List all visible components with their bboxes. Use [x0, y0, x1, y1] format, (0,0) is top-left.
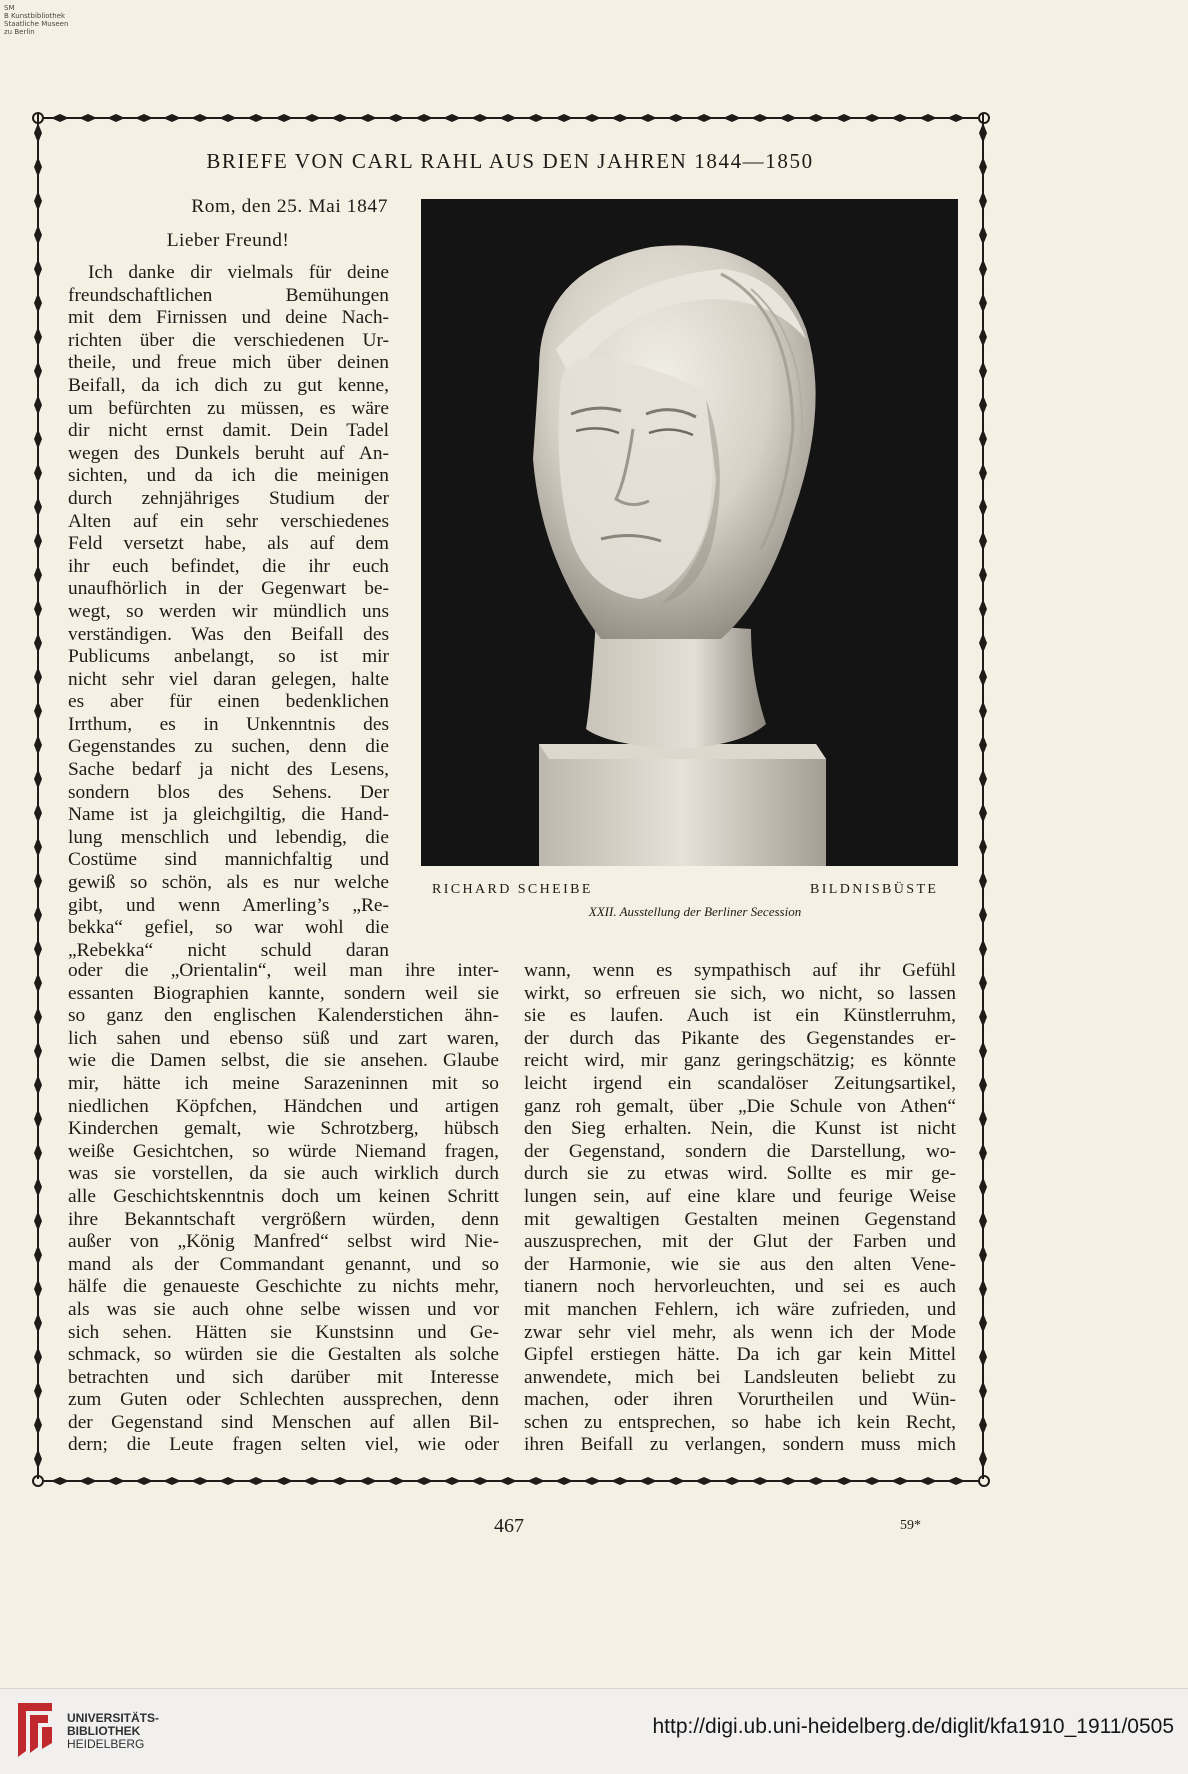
ornament-mark [387, 1477, 405, 1485]
text-line: hälfe die genaueste Geschichte zu nichts mehr, [68, 1276, 499, 1298]
ornament-mark [34, 1177, 42, 1197]
text-column-left-top [68, 262, 389, 962]
text-line: zum Guten oder Schlechten aussprechen, denn [68, 1389, 499, 1411]
ornament-mark [979, 701, 987, 721]
ornament-mark [979, 1007, 987, 1027]
ornament-mark [979, 1075, 987, 1095]
ornament-mark [891, 1477, 909, 1485]
signature-mark: 59* [900, 1518, 921, 1533]
ornament-mark [979, 769, 987, 789]
text-line: niedlichen Köpfchen, Händchen und artigen [68, 1095, 499, 1117]
library-stamp [4, 4, 68, 36]
ornament-mark [807, 1477, 825, 1485]
ornament-mark [34, 395, 42, 415]
text-line: es aber für einen bedenklichen [68, 691, 389, 713]
ornament-mark [979, 157, 987, 177]
ornament-mark [499, 1477, 517, 1485]
ornament-mark [979, 293, 987, 313]
text-line: sie es laufen. Auch ist ein Künstlerruhm, [524, 1005, 956, 1027]
text-line: nicht sehr viel daran gelegen, halte [68, 668, 389, 690]
ornament-mark [979, 1449, 987, 1469]
ornament-mark [275, 114, 293, 122]
text-line: sondern blos des Sehens. Der [68, 781, 389, 803]
text-line: Beifall, da ich dich zu gut kenne, [68, 374, 389, 396]
ornament-mark [34, 871, 42, 891]
text-line: Gipfel erstiegen hätte. Da ich gar kein Mittel [524, 1344, 956, 1366]
ornament-mark [34, 429, 42, 449]
ornament-mark [443, 114, 461, 122]
ornament-mark [34, 1449, 42, 1469]
text-line: unaufhörlich in der Gegenwart be- [68, 578, 389, 600]
ornament-border-bottom [30, 1471, 992, 1491]
text-line: den Sieg erhalten. Nein, die Kunst ist nicht [524, 1118, 956, 1140]
text-line: wirkt, so erfreuen sie sich, wo nicht, so lassen [524, 982, 956, 1004]
ornament-mark [979, 1313, 987, 1333]
text-line: auszusprechen, mit der Glut der Farben und [524, 1231, 956, 1253]
ornament-mark [34, 157, 42, 177]
ornament-mark [979, 973, 987, 993]
text-line: mit gewaltigen Gestalten meinen Gegenstand [524, 1208, 956, 1230]
text-line: wegen des Dunkels beruht auf An- [68, 442, 389, 464]
ornament-mark [979, 633, 987, 653]
ornament-mark [639, 114, 657, 122]
ornament-mark [34, 1143, 42, 1163]
text-line: ihre Bekanntschaft vergrößern würden, denn [68, 1208, 499, 1230]
ornament-mark [34, 667, 42, 687]
ornament-mark [79, 114, 97, 122]
ornament-mark [919, 114, 937, 122]
ornament-mark [611, 1477, 629, 1485]
ornament-mark [979, 1381, 987, 1401]
article-title: BRIEFE VON CARL RAHL AUS DEN JAHREN 1844—1850 [206, 149, 814, 173]
ornament-mark [891, 114, 909, 122]
stamp-line: B Kunstbibliothek [4, 12, 66, 20]
text-line: Ich danke dir vielmals für deine [88, 262, 389, 283]
ornament-mark [107, 1477, 125, 1485]
ornament-mark [34, 599, 42, 619]
text-column-left-bottom [68, 960, 499, 1457]
viewer-footer [0, 1688, 1188, 1774]
text-line: mand als der Commandant genannt, und so [68, 1253, 499, 1275]
ornament-mark [219, 1477, 237, 1485]
ornament-mark [979, 667, 987, 687]
ornament-border-right [973, 113, 993, 1479]
text-line: richten über die verschiedenen Ur- [68, 329, 389, 351]
ornament-mark [34, 1381, 42, 1401]
text-line: der durch das Pikante des Gegenstandes er- [524, 1027, 956, 1049]
ornament-mark [667, 1477, 685, 1485]
ornament-mark [415, 114, 433, 122]
ornament-mark [51, 114, 69, 122]
ornament-mark [359, 1477, 377, 1485]
ornament-mark [979, 803, 987, 823]
ornament-mark [34, 497, 42, 517]
ornament-mark [34, 1007, 42, 1027]
ornament-mark [979, 1143, 987, 1163]
ornament-mark [79, 1477, 97, 1485]
ornament-mark [979, 395, 987, 415]
ornament-mark [779, 1477, 797, 1485]
ornament-mark [34, 1347, 42, 1367]
library-name [67, 1712, 159, 1751]
text-line: Sache bedarf ja nicht des Lesens, [68, 759, 389, 781]
ornament-mark [979, 531, 987, 551]
ornament-mark [979, 191, 987, 211]
ornament-mark [979, 1177, 987, 1197]
text-line: Gegenstandes zu suchen, denn die [68, 736, 389, 758]
ornament-mark [979, 939, 987, 959]
ornament-mark [34, 327, 42, 347]
ornament-mark [527, 1477, 545, 1485]
text-line: wie die Damen selbst, die sie ansehen. Glaube [68, 1050, 499, 1072]
text-line: anwendete, mich bei Landsleuten beliebt zu [524, 1366, 956, 1388]
portrait-bust-photo [421, 199, 958, 866]
library-name-line: HEIDELBERG [67, 1737, 145, 1751]
text-line: weiße Gesichtchen, so würde Niemand fragen, [68, 1140, 499, 1162]
text-line: Name ist ja gleichgiltig, die Hand- [68, 804, 389, 826]
ornament-mark [695, 1477, 713, 1485]
ornament-mark [527, 114, 545, 122]
text-line: der Gegenstand, sondern die Darstellung, wo- [524, 1140, 956, 1162]
text-line: dir nicht ernst damit. Dein Tadel [68, 420, 389, 442]
ornament-mark [583, 1477, 601, 1485]
ornament-mark [303, 114, 321, 122]
ornament-mark [34, 123, 42, 143]
text-line: oder die „Orientalin“, weil man ihre inter- [68, 960, 499, 981]
ornament-border-top [30, 108, 992, 128]
ornament-mark [471, 114, 489, 122]
ornament-mark [34, 259, 42, 279]
ornament-mark [863, 114, 881, 122]
text-line: betrachten und sich darüber mit Interesse [68, 1366, 499, 1388]
ornament-mark [34, 1415, 42, 1435]
permalink-url[interactable]: http://digi.ub.uni-heidelberg.de/diglit/kfa1910_1911/0505 [652, 1715, 1174, 1738]
ornament-mark [751, 1477, 769, 1485]
ornament-mark [863, 1477, 881, 1485]
ornament-mark [107, 114, 125, 122]
ornament-mark [247, 1477, 265, 1485]
ornament-mark [979, 429, 987, 449]
text-line: machen, oder ihren Vorurtheilen und Wün- [524, 1389, 956, 1411]
ornament-mark [979, 837, 987, 857]
text-line: lich sahen und ebenso süß und zart waren, [68, 1027, 499, 1049]
ornament-mark [639, 1477, 657, 1485]
text-line: Costüme sind mannichfaltig und [68, 849, 389, 871]
text-line: mir, hätte ich meine Sarazeninnen mit so [68, 1072, 499, 1094]
text-line: leicht irgend ein scandalöser Zeitungsartikel, [524, 1072, 956, 1094]
text-column-right [524, 960, 956, 1457]
ornament-mark [34, 1109, 42, 1129]
text-line: Publicums anbelangt, so ist mir [68, 646, 389, 668]
ornament-mark [835, 114, 853, 122]
ornament-mark [163, 1477, 181, 1485]
text-line: ihr euch befindet, die ihr euch [68, 555, 389, 577]
ornament-mark [979, 1109, 987, 1129]
ornament-mark [499, 114, 517, 122]
ornament-mark [303, 1477, 321, 1485]
ornament-mark [34, 837, 42, 857]
text-line: essanten Biographien kannte, sondern weil sie [68, 982, 499, 1004]
text-line: der Gegenstand sind Menschen auf allen Bil- [68, 1411, 499, 1433]
ornament-mark [34, 973, 42, 993]
text-line: alle Geschichtskenntnis doch um keinen Schritt [68, 1185, 499, 1207]
page-number: 467 [494, 1515, 524, 1537]
text-line: gewiß so schön, als es nur welche [68, 872, 389, 894]
text-line: schen zu entsprechen, so habe ich kein Recht, [524, 1411, 956, 1433]
text-line: Kinderchen gemalt, wie Schrotzberg, hübsch [68, 1118, 499, 1140]
ornament-mark [331, 1477, 349, 1485]
ornament-mark [919, 1477, 937, 1485]
ornament-mark [979, 1415, 987, 1435]
ornament-mark [191, 1477, 209, 1485]
ornament-mark [471, 1477, 489, 1485]
text-line: Alten auf ein sehr verschiedenes [68, 510, 389, 532]
ornament-mark [34, 1211, 42, 1231]
text-line: bekka“ gefiel, so war wohl die [68, 917, 389, 939]
ornament-mark [723, 1477, 741, 1485]
ornament-mark [34, 361, 42, 381]
stamp-line: zu Berlin [4, 28, 35, 36]
ornament-mark [34, 1245, 42, 1265]
ornament-mark [751, 114, 769, 122]
stamp-line: Staatliche Museen [4, 20, 69, 28]
ornament-border-left [28, 113, 48, 1479]
ornament-mark [219, 114, 237, 122]
ornament-mark [34, 803, 42, 823]
figure-caption-artist: RICHARD SCHEIBE [432, 882, 593, 897]
ornament-mark [275, 1477, 293, 1485]
ornament-mark [979, 327, 987, 347]
bust-illustration [421, 199, 958, 866]
text-line: wegt, so werden wir mündlich uns [68, 600, 389, 622]
ornament-mark [135, 1477, 153, 1485]
letter-salutation: Lieber Freund! [166, 230, 290, 251]
text-line: „Rebekka“ nicht schuld daran [68, 939, 389, 961]
ornament-mark [979, 1279, 987, 1299]
ornament-mark [947, 1477, 965, 1485]
ornament-mark [135, 114, 153, 122]
text-line: Irrthum, es in Unkenntnis des [68, 713, 389, 735]
ornament-mark [979, 225, 987, 245]
text-line: durch sie zu etwas wird. Sollte es mir ge- [524, 1163, 956, 1185]
ornament-mark [695, 114, 713, 122]
stamp-line: SM [4, 4, 15, 12]
ornament-mark [34, 735, 42, 755]
text-line: ganz roh gemalt, über „Die Schule von Athen“ [524, 1095, 956, 1117]
ornament-mark [979, 361, 987, 381]
text-line: gibt, und wenn Amerling’s „Re- [68, 894, 389, 916]
ornament-mark [34, 463, 42, 483]
figure-caption-exhibition: XXII. Ausstellung der Berliner Secession [588, 904, 802, 919]
text-line: sichten, und da ich die meinigen [68, 465, 389, 487]
text-line: reicht wird, mir ganz geringschätzig; es könnte [524, 1050, 956, 1072]
ornament-mark [979, 1347, 987, 1367]
ornament-mark [835, 1477, 853, 1485]
ornament-mark [807, 114, 825, 122]
text-line: sich sehen. Hätten sie Kunstsinn und Ge- [68, 1321, 499, 1343]
figure-caption-title: BILDNISBÜSTE [810, 882, 939, 897]
ornament-mark [779, 114, 797, 122]
text-line: tianern noch hervorleuchten, und sei es auch [524, 1276, 956, 1298]
ornament-mark [979, 1041, 987, 1061]
ornament-mark [34, 939, 42, 959]
ornament-mark [34, 565, 42, 585]
ornament-mark [979, 259, 987, 279]
text-line: durch zehnjähriges Studium der [68, 487, 389, 509]
text-line: so ganz den englischen Kalenderstichen ähn- [68, 1005, 499, 1027]
ornament-mark [979, 735, 987, 755]
ornament-mark [979, 565, 987, 585]
text-line: was sie vorstellen, da sie auch wirklich durch [68, 1163, 499, 1185]
ornament-mark [555, 114, 573, 122]
text-line: mit dem Firnissen und deine Nach- [68, 307, 389, 329]
ornament-mark [947, 114, 965, 122]
ornament-mark [979, 905, 987, 925]
ornament-mark [443, 1477, 461, 1485]
ornament-mark [667, 114, 685, 122]
ornament-mark [34, 225, 42, 245]
library-name-line: BIBLIOTHEK [67, 1724, 141, 1738]
ornament-mark [555, 1477, 573, 1485]
text-line: als was sie auch ohne selbe wissen und vor [68, 1298, 499, 1320]
text-line: verständigen. Was den Beifall des [68, 623, 389, 645]
ornament-mark [34, 701, 42, 721]
text-line: theile, und freue mich über deinen [68, 352, 389, 374]
ornament-mark [979, 463, 987, 483]
text-line: mit manchen Fehlern, ich wäre zufrieden, und [524, 1298, 956, 1320]
ornament-mark [34, 1041, 42, 1061]
ornament-mark [34, 1075, 42, 1095]
ornament-mark [34, 633, 42, 653]
text-line: lungen sein, auf eine klare und feurige Weise [524, 1185, 956, 1207]
text-line: dern; die Leute fragen selten viel, wie oder [68, 1434, 499, 1456]
ornament-mark [34, 531, 42, 551]
text-line: zwar sehr viel mehr, als wenn ich der Mode [524, 1321, 956, 1343]
text-line: lung menschlich und lebendig, die [68, 826, 389, 848]
text-line: schmack, so würden sie die Gestalten als solche [68, 1344, 499, 1366]
ornament-mark [34, 191, 42, 211]
text-line: außer von „König Manfred“ selbst wird Nie- [68, 1231, 499, 1253]
ornament-mark [723, 114, 741, 122]
ornament-mark [34, 769, 42, 789]
text-line: der Harmonie, wie sie aus den alten Vene- [524, 1253, 956, 1275]
ornament-mark [191, 114, 209, 122]
ornament-mark [979, 123, 987, 143]
ornament-mark [979, 1245, 987, 1265]
text-line: um befürchten zu müssen, es wäre [68, 397, 389, 419]
ornament-mark [163, 114, 181, 122]
ornament-mark [34, 905, 42, 925]
ornament-mark [415, 1477, 433, 1485]
library-name-line: UNIVERSITÄTS- [67, 1711, 160, 1725]
ornament-mark [979, 599, 987, 619]
university-library-logo-icon [12, 1699, 58, 1761]
text-line: wann, wenn es sympathisch auf ihr Gefühl [524, 960, 956, 981]
text-line: Feld versetzt habe, als auf dem [68, 533, 389, 555]
ornament-mark [34, 1313, 42, 1333]
ornament-mark [359, 114, 377, 122]
letter-dateline: Rom, den 25. Mai 1847 [191, 196, 388, 217]
ornament-mark [979, 497, 987, 517]
ornament-mark [51, 1477, 69, 1485]
text-line: freundschaftlichen Bemühungen [68, 284, 389, 306]
ornament-mark [387, 114, 405, 122]
ornament-mark [34, 1279, 42, 1299]
text-line: ihren Beifall zu verlangen, sondern muss mich [524, 1434, 956, 1456]
ornament-mark [979, 1211, 987, 1231]
ornament-mark [247, 114, 265, 122]
ornament-mark [611, 114, 629, 122]
ornament-mark [34, 293, 42, 313]
ornament-mark [979, 871, 987, 891]
ornament-mark [331, 114, 349, 122]
ornament-mark [583, 114, 601, 122]
